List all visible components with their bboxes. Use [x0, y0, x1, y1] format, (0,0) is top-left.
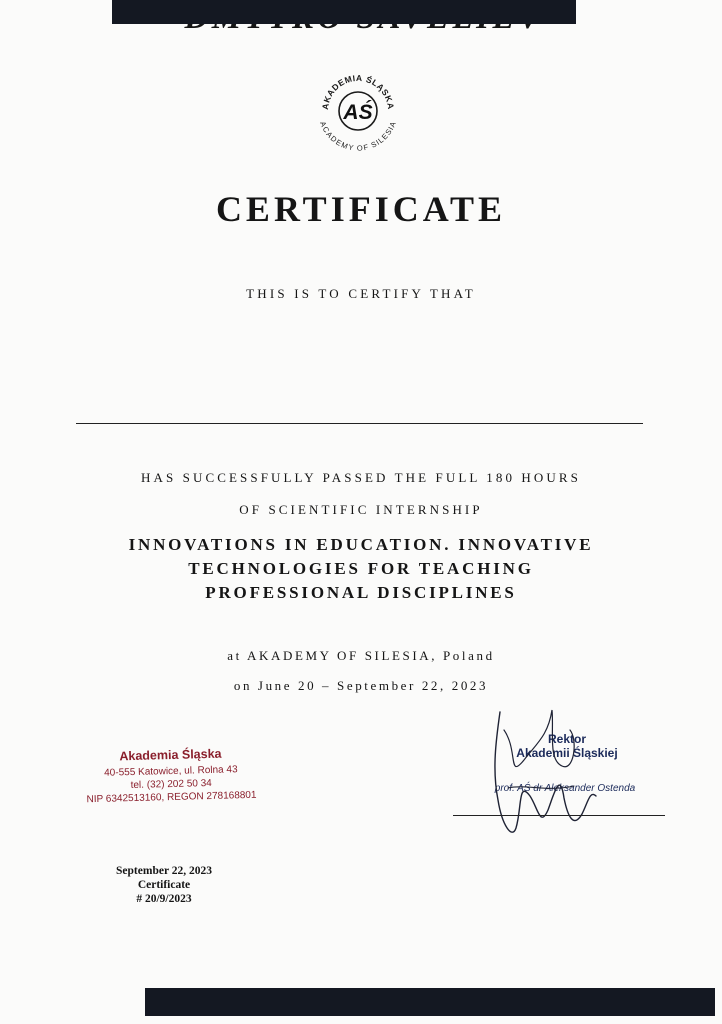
stamp-ids: NIP 6342513160, REGON 278168801: [86, 789, 257, 806]
bottom-frame-bar: [145, 988, 715, 1016]
top-frame-bar: [112, 0, 576, 24]
place-line: at AKADEMY OF SILESIA, Poland: [227, 648, 495, 663]
program-title-line: TECHNOLOGIES FOR TEACHING: [188, 559, 534, 578]
issue-label: Certificate: [137, 879, 191, 891]
institution-stamp: [85, 746, 256, 806]
stamp-address: 40-555 Katowice, ul. Rolna 43: [104, 764, 238, 779]
hours-line: HAS SUCCESSFULLY PASSED THE FULL 180 HOURS: [140, 470, 581, 485]
dates-line: on June 20 – September 22, 2023: [233, 678, 489, 693]
seal-monogram: AŚ: [343, 101, 373, 124]
stamp-phone: tel. (32) 202 50 34: [130, 777, 212, 792]
signatory-title: Rektor: [547, 732, 586, 746]
certificate-title: CERTIFICATE: [215, 189, 507, 229]
seal-ring-bottom-text: ACADEMY OF SILESIA: [318, 120, 398, 153]
signatory-name: prof. AŚ dr Aleksander Ostenda: [494, 783, 636, 794]
program-title-line: INNOVATIONS IN EDUCATION. INNOVATIVE: [128, 535, 594, 554]
svg-text:ACADEMY OF SILESIA: [318, 120, 398, 153]
signature-line: [453, 815, 665, 816]
stamp-name: Akademia Śląska: [119, 746, 222, 764]
name-underline: [76, 423, 643, 424]
academy-seal-icon: [315, 68, 401, 154]
issue-info: [104, 864, 224, 906]
signatory-institution: Akademii Śląskiej: [516, 746, 618, 760]
handwritten-signature: [478, 700, 608, 850]
program-title: [0, 533, 722, 605]
program-title-line: PROFESSIONAL DISCIPLINES: [205, 583, 517, 602]
certificate-number: # 20/9/2023: [136, 893, 192, 905]
internship-line: OF SCIENTIFIC INTERNSHIP: [239, 502, 483, 517]
seal-ring-top-text: AKADEMIA ŚLĄSKA: [319, 72, 397, 111]
certify-line: THIS IS TO CERTIFY THAT: [246, 286, 476, 301]
issue-date: September 22, 2023: [116, 865, 212, 877]
